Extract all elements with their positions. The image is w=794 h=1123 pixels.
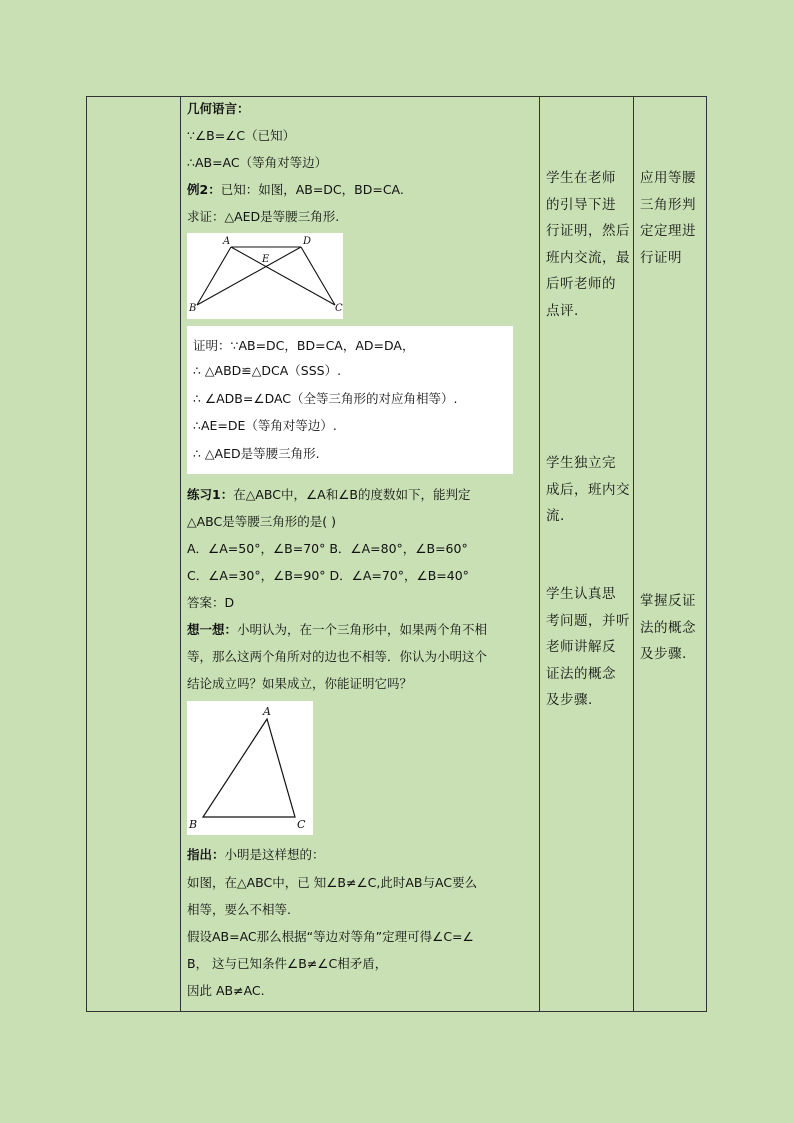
geometry-language-title: 几何语言： (187, 101, 250, 116)
proof-box (187, 326, 513, 474)
student-activity-column (540, 97, 633, 1011)
point-line5: B， 这与已知条件∠B≠∠C相矛盾， (187, 956, 388, 971)
point-line1: 小明是这样想的： (224, 847, 325, 862)
fig1-label-c: C (335, 303, 343, 314)
fig1-label-d: D (303, 236, 312, 247)
fig1-label-a: A (223, 236, 231, 247)
point-section (187, 845, 325, 863)
proof-line: ∴ △AED是等腰三角形. (193, 446, 320, 461)
fig1-label-b: B (189, 303, 197, 314)
example-2-text: 已知：如图，AB=DC，BD=CA. (220, 182, 404, 197)
prove-line: 求证：△AED是等腰三角形. (187, 209, 340, 224)
student-activity-block: 学生在老师 的引导下进 行证明，然后 班内交流，最 后听老师的 点评. (546, 170, 630, 319)
example-2 (187, 180, 404, 198)
options-line2: C．∠A=30°，∠B=90° D．∠A=70°，∠B=40° (187, 568, 469, 583)
proof-line: ∴ ∠ADB=∠DAC（全等三角形的对应角相等）. (193, 391, 458, 406)
exercise-1-text: 在△ABC中，∠A和∠B的度数如下，能判定 (233, 487, 471, 502)
think-label: 想一想： (187, 622, 238, 637)
point-label: 指出： (187, 847, 225, 862)
fig2-label-a: A (263, 705, 271, 718)
fig2-label-b: B (189, 818, 198, 831)
design-intent-block: 掌握反证 法的概念 及步骤. (640, 593, 696, 662)
fig2-label-c: C (297, 818, 306, 831)
point-line6: 因此 AB≠AC. (187, 983, 265, 998)
think-section (187, 620, 487, 638)
student-activity-block: 学生认真思 考问题，并听 老师讲解反 证法的概念 及步骤. (546, 586, 630, 708)
student-activity-block: 学生独立完 成后，班内交 流. (546, 455, 630, 524)
point-line2: 如图，在△ABC中，已 知∠B≠∠C,此时AB与AC要么 (187, 875, 478, 890)
design-intent-block: 应用等腰 三角形判 定定理进 行证明 (640, 170, 696, 266)
teaching-content-column (181, 97, 535, 1011)
example-2-label: 例2： (187, 182, 221, 197)
point-line4: 假设AB=AC那么根据“等边对等角”定理可得∠C=∠ (187, 929, 474, 944)
because-line: ∵∠B=∠C（已知） (187, 128, 296, 143)
exercise-1-line2: △ABC是等腰三角形的是( ) (187, 514, 336, 529)
therefore-line: ∴AB=AC（等角对等边） (187, 155, 328, 170)
exercise-1 (187, 485, 471, 503)
think-line1: 小明认为，在一个三角形中，如果两个角不相 (237, 622, 488, 637)
design-intent-column (634, 97, 706, 1011)
figure-ad-bc (187, 233, 343, 319)
proof-line: ∴ △ABD≌△DCA（SSS）. (193, 363, 342, 378)
figure-triangle-abc (187, 701, 313, 835)
proof-line: 证明：∵AB=DC，BD=CA，AD=DA， (193, 338, 415, 353)
options-line1: A．∠A=50°，∠B=70° B．∠A=80°，∠B=60° (187, 541, 468, 556)
exercise-1-label: 练习1： (187, 487, 234, 502)
think-line3: 结论成立吗？如果成立，你能证明它吗？ (187, 676, 413, 691)
answer: 答案：D (187, 595, 235, 610)
fig1-label-e: E (262, 254, 270, 265)
point-line3: 相等，要么不相等. (187, 902, 291, 917)
lesson-table (86, 96, 707, 1012)
think-line2: 等，那么这两个角所对的边也不相等．你认为小明这个 (187, 649, 488, 664)
proof-line: ∴AE=DE（等角对等边）. (193, 418, 337, 433)
